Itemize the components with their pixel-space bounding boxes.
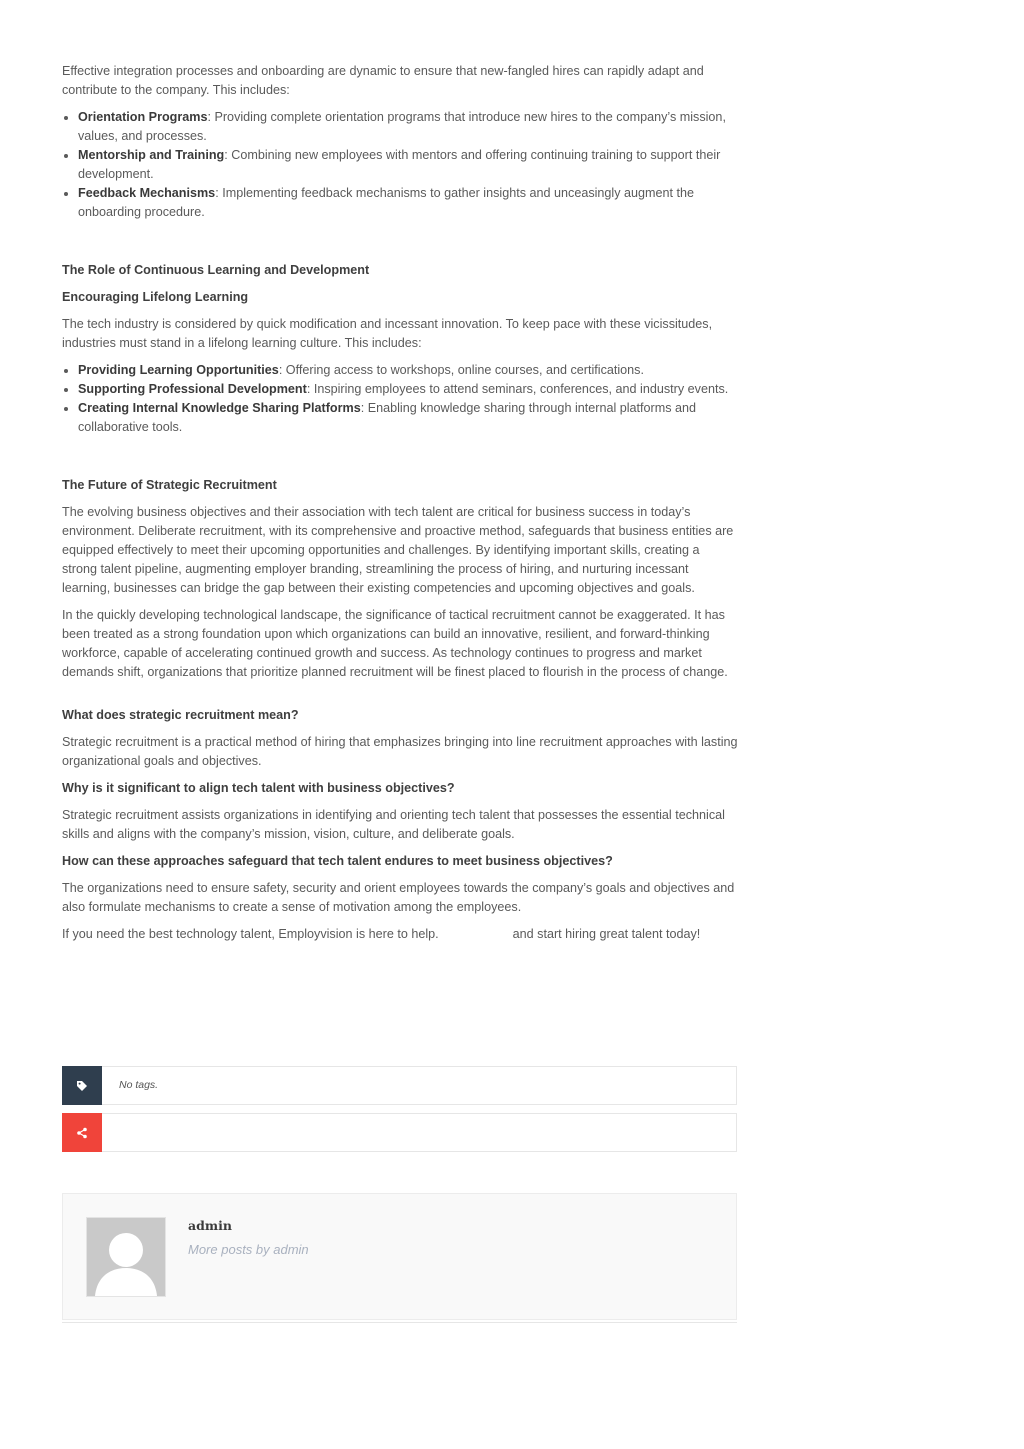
list-item-text: : Implementing feedback mechanisms to gather insights and unceasingly augment the onboarding procedure. <box>78 186 695 219</box>
author-name[interactable]: admin <box>188 1218 232 1233</box>
author-posts-link[interactable]: More posts by admin <box>188 1242 309 1257</box>
list-item-text: : Providing complete orientation programs that introduce new hires to the company’s mission, values, and processes. <box>78 110 726 143</box>
list-item <box>78 361 738 380</box>
list-item <box>78 184 738 222</box>
post-tags-row <box>62 1066 737 1105</box>
list-item <box>78 108 738 146</box>
intro-paragraph: Effective integration processes and onboarding are dynamic to ensure that new-fangled hires can rapidly adapt and contribute to the company. This includes: <box>62 64 704 97</box>
list-item-term: Supporting Professional Development <box>78 382 307 396</box>
tag-icon <box>62 1066 102 1105</box>
learning-paragraph: The tech industry is considered by quick modification and incessant innovation. To keep pace with these vicissitudes, industries must stand in a lifelong learning culture. This includes: <box>62 317 713 350</box>
list-item-text: : Inspiring employees to attend seminars, conferences, and industry events. <box>306 382 729 396</box>
cta-text: If you need the best technology talent, Employvision is here to help. <box>62 927 439 941</box>
faq-answer: Strategic recruitment is a practical method of hiring that emphasizes bringing into line recruitment approaches with lasting organizational goals and objectives. <box>62 735 738 768</box>
faq-answer: Strategic recruitment assists organizations in identifying and orienting tech talent that possesses the essential technical skills and aligns with the company’s mission, vision, culture, and deliberate goals. <box>62 808 725 841</box>
list-item <box>78 146 738 184</box>
faq-answer: The organizations need to ensure safety, security and orient employees towards the company’s goals and objectives and also formulate mechanisms to create a sense of motivation among the employees. <box>62 881 735 914</box>
list-item-term: Providing Learning Opportunities <box>78 363 279 377</box>
faq-question: How can these approaches safeguard that tech talent endures to meet business objectives? <box>62 854 613 868</box>
future-paragraph-1: The evolving business objectives and their association with tech talent are critical for business success in today’s environment. Deliberate recruitment, with its comprehensive and proactive method, safeguards that business entities are equipped effectively to meet their upcoming opportunities and challenges. By identifying important skills, creating a strong talent pipeline, augmenting employer branding, streamlining the process of hiring, and nurturing incessant learning, businesses can bridge the gap between their existing competencies and upcoming objectives and goals. <box>62 505 734 595</box>
list-item-text: : Offering access to workshops, online courses, and certifications. <box>278 363 644 377</box>
learning-list <box>62 361 738 437</box>
tags-text: No tags. <box>119 1079 159 1091</box>
list-item-term: Creating Internal Knowledge Sharing Platforms <box>78 401 361 415</box>
faq-question: Why is it significant to align tech talent with business objectives? <box>62 781 455 795</box>
onboarding-list <box>62 108 738 222</box>
list-item <box>78 380 738 399</box>
faq-question: What does strategic recruitment mean? <box>62 708 299 722</box>
author-box <box>62 1193 737 1320</box>
section-heading: The Future of Strategic Recruitment <box>62 478 277 492</box>
avatar[interactable] <box>86 1217 166 1297</box>
section-subheading: Encouraging Lifelong Learning <box>62 290 249 304</box>
post-share-row <box>62 1113 737 1152</box>
list-item-term: Mentorship and Training <box>78 148 225 162</box>
divider <box>62 1320 737 1323</box>
future-paragraph-2: In the quickly developing technological landscape, the significance of tactical recruitment cannot be exaggerated. It has been treated as a strong foundation upon which organizations can build an innovative, resilient, and forward-thinking workforce, capable of accelerating continued growth and success. As technology continues to progress and market demands shift, organizations that prioritize planned recruitment will be finest placed to flourish in the process of change. <box>62 608 728 679</box>
list-item <box>78 399 738 437</box>
list-item-text: : Enabling knowledge sharing through internal platforms and collaborative tools. <box>78 401 697 434</box>
list-item-term: Orientation Programs <box>78 110 208 124</box>
cta-text-end: and start hiring great talent today! <box>512 927 701 941</box>
section-heading: The Role of Continuous Learning and Development <box>62 263 370 277</box>
share-icon[interactable] <box>62 1113 102 1152</box>
article-body <box>62 62 738 952</box>
list-item-text: : Combining new employees with mentors and offering continuing training to support their development. <box>78 148 721 181</box>
list-item-term: Feedback Mechanisms <box>78 186 216 200</box>
cta-paragraph <box>62 925 738 944</box>
